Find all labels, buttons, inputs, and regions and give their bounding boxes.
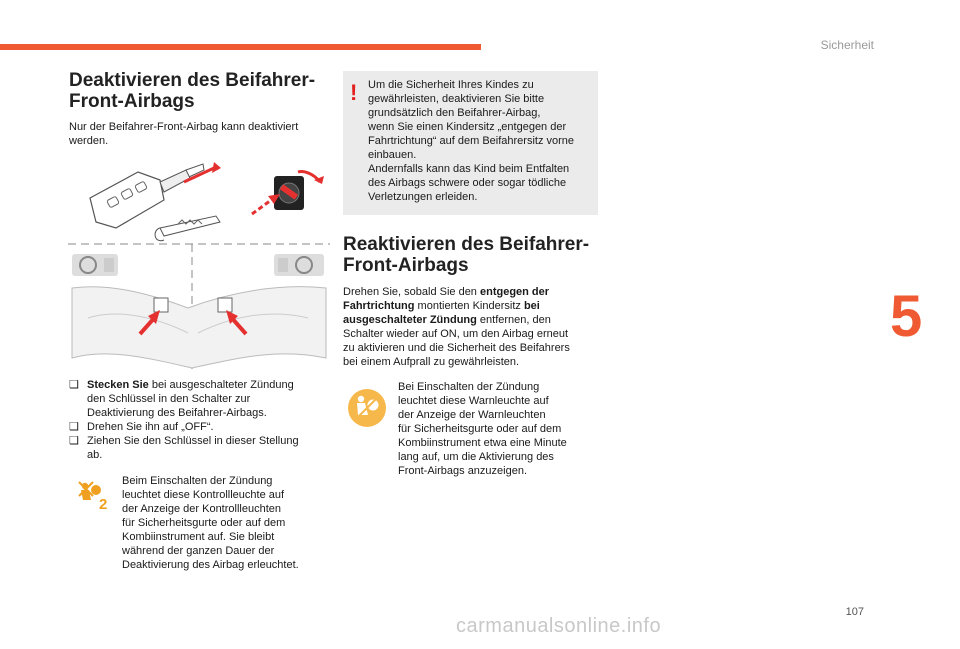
switch-location-left-icon — [154, 298, 168, 312]
step-item — [69, 378, 339, 420]
warning-exclamation-icon: ! — [350, 80, 358, 105]
warning-line: gewährleisten, deaktivieren Sie bitte — [368, 93, 545, 105]
airbag-warning-lamp-icon — [346, 387, 388, 429]
warning-line: wenn Sie einen Kindersitz „entgegen der — [368, 121, 567, 133]
para-text: Drehen Sie, sobald Sie den — [343, 286, 480, 298]
step-item — [69, 434, 339, 462]
indicator-line: für Sicherheitsgurte oder auf dem — [122, 517, 286, 529]
para-text: entfernen, den — [476, 314, 551, 326]
indicator-line: Beim Einschalten der Zündung — [122, 475, 273, 487]
airbag-switch-illustration — [68, 158, 330, 370]
arrow-head-icon — [212, 162, 221, 173]
step-text-cont: Deaktivierung des Beifahrer-Airbags. — [87, 407, 267, 419]
deactivate-heading — [69, 70, 315, 112]
reactivate-paragraph — [343, 285, 605, 369]
reactivate-indicator-text — [398, 380, 603, 478]
para-line: Schalter wieder auf ON, um den Airbag erneut — [343, 328, 569, 340]
step-text: Drehen Sie ihn auf „OFF“. — [87, 421, 214, 433]
chapter-number: 5 — [890, 284, 923, 349]
key-fob-icon — [90, 164, 204, 228]
intro-line: Nur der Beifahrer-Front-Airbag kann deaktiviert — [69, 121, 299, 133]
indicator-line: Front-Airbags anzuzeigen. — [398, 465, 528, 477]
step-bullet: ❑ — [69, 435, 79, 447]
page-number: 107 — [845, 606, 864, 618]
airbag-off-lamp-icon — [77, 480, 111, 510]
para-text: montierten Kindersitz — [414, 300, 524, 312]
indicator-line: der Anzeige der Warnleuchten — [398, 409, 546, 421]
warning-line: Fahrtrichtung“ auf dem Beifahrersitz vorne — [368, 135, 575, 147]
indicator-line: Kombiinstrument auf. Sie bleibt — [122, 531, 275, 543]
dashboard-outline — [72, 287, 326, 368]
step-text-cont: den Schlüssel in den Schalter zur — [87, 393, 251, 405]
para-line: bei einem Aufprall zu gewährleisten. — [343, 356, 520, 368]
para-bold: bei — [523, 300, 540, 312]
indicator-line: für Sicherheitsgurte oder auf dem — [398, 423, 562, 435]
section-title: Sicherheit — [820, 38, 874, 52]
para-bold: ausgeschalteter Zündung — [343, 314, 477, 326]
warning-line: Andernfalls kann das Kind beim Entfalten — [368, 163, 570, 175]
step-text: Ziehen Sie den Schlüssel in dieser Stellung — [87, 435, 299, 447]
reactivate-heading-line1: Reaktivieren des Beifahrer- — [343, 234, 590, 255]
reactivate-heading — [343, 234, 589, 276]
step-bold: Stecken Sie — [87, 379, 149, 391]
step-text: bei ausgeschalteter Zündung — [148, 379, 294, 391]
reactivate-heading-line2: Front-Airbags — [343, 255, 469, 276]
deactivate-heading-line1: Deaktivieren des Beifahrer- — [69, 70, 316, 91]
switch-location-right-icon — [218, 298, 232, 312]
dashboard-right-icon — [274, 254, 324, 276]
intro-line: werden. — [69, 135, 109, 147]
step-bullet: ❑ — [69, 379, 79, 391]
warning-line: einbauen. — [368, 149, 417, 161]
indicator-line: Kombiinstrument etwa eine Minute — [398, 437, 567, 449]
indicator-line: leuchtet diese Warnleuchte auf — [398, 395, 549, 407]
step-text-cont: ab. — [87, 449, 103, 461]
step-bullet: ❑ — [69, 421, 79, 433]
indicator-line: Bei Einschalten der Zündung — [398, 381, 540, 393]
insert-dashed-arrow-icon — [252, 198, 274, 214]
lamp-digit: 2 — [99, 496, 108, 510]
indicator-line: lang auf, um die Aktivierung des — [398, 451, 554, 463]
deactivate-indicator-text — [122, 474, 332, 572]
indicator-line: während der ganzen Dauer der — [122, 545, 275, 557]
para-bold: Fahrtrichtung — [343, 300, 415, 312]
steps-list — [69, 378, 339, 462]
para-line: zu aktivieren und die Sicherheit des Beifahrers — [343, 342, 570, 354]
header-accent-bar — [0, 44, 481, 50]
deactivate-intro — [69, 120, 298, 148]
watermark: carmanualsonline.info — [456, 615, 662, 637]
para-bold: entgegen der — [479, 286, 550, 298]
step-item — [69, 420, 339, 434]
indicator-line: Deaktivierung des Airbag erleuchtet. — [122, 559, 299, 571]
warning-line: Verletzungen erleiden. — [368, 191, 478, 203]
warning-line: Um die Sicherheit Ihres Kindes zu — [368, 79, 534, 91]
warning-line: des Airbags schwere oder sogar tödliche — [368, 177, 567, 189]
airbag-switch-knob-icon — [274, 176, 304, 210]
key-blade-icon — [155, 216, 220, 241]
indicator-line: der Anzeige der Kontrollleuchten — [122, 503, 281, 515]
dashboard-left-icon — [72, 254, 118, 276]
warning-line: grundsätzlich den Beifahrer-Airbag, — [368, 107, 541, 119]
indicator-line: leuchtet diese Kontrollleuchte auf — [122, 489, 285, 501]
warning-text — [368, 78, 594, 204]
deactivate-heading-line2: Front-Airbags — [69, 91, 195, 112]
